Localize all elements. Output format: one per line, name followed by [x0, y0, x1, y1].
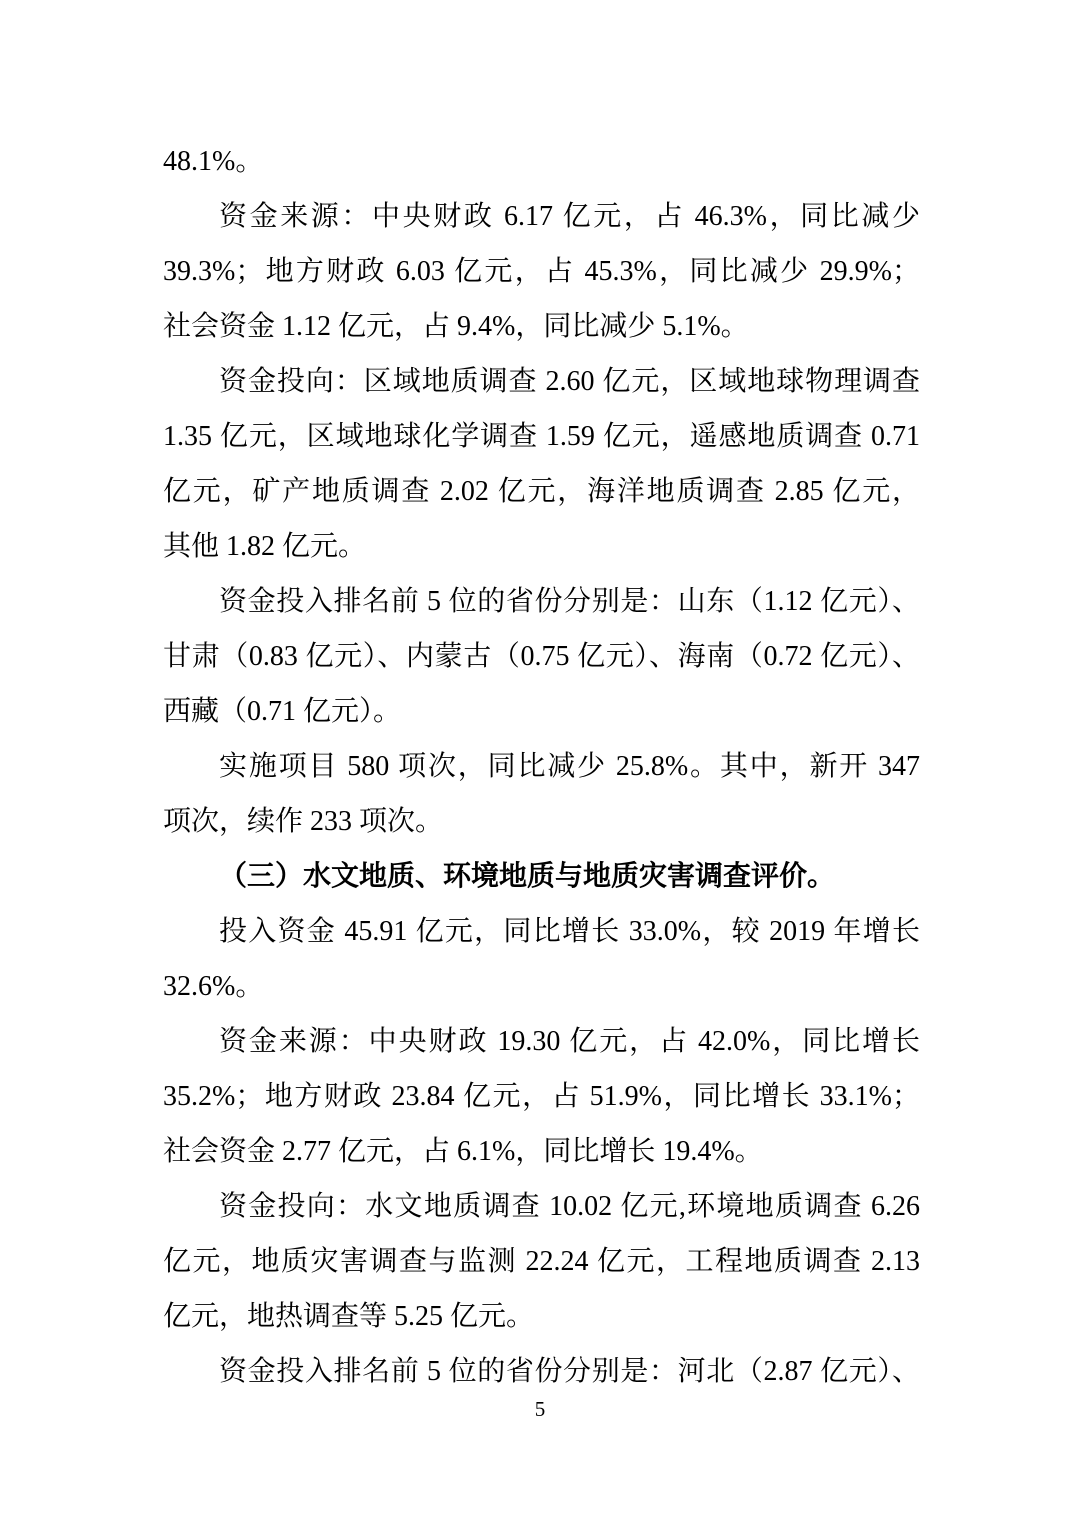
- text-line: 亿元，地质灾害调查与监测 22.24 亿元，工程地质调查 2.13: [163, 1246, 920, 1277]
- text-line: 资金投向：水文地质调查 10.02 亿元,环境地质调查 6.26: [219, 1191, 920, 1222]
- text-line: 其他 1.82 亿元。: [163, 531, 367, 562]
- paragraph-top-provinces-mineral: [163, 574, 920, 739]
- text-line: 资金来源：中央财政 19.30 亿元，占 42.0%，同比增长: [219, 1026, 920, 1057]
- text-line: 资金投入排名前 5 位的省份分别是：山东（1.12 亿元）、: [219, 586, 920, 617]
- text-line: 投入资金 45.91 亿元，同比增长 33.0%，较 2019 年增长: [219, 916, 920, 947]
- text-line: 39.3%；地方财政 6.03 亿元，占 45.3%，同比减少 29.9%；: [163, 256, 920, 287]
- text-line: 甘肃（0.83 亿元）、内蒙古（0.75 亿元）、海南（0.72 亿元）、: [163, 641, 920, 672]
- paragraph-projects-count: [163, 739, 920, 849]
- text-line: 32.6%。: [163, 971, 264, 1002]
- paragraph-continuation-growth: [163, 134, 920, 189]
- text-line: （三）水文地质、环境地质与地质灾害调查评价。: [219, 861, 836, 892]
- page-number: 5: [534, 1397, 546, 1421]
- text-line: 亿元，矿产地质调查 2.02 亿元，海洋地质调查 2.85 亿元，: [163, 476, 920, 507]
- text-line: 西藏（0.71 亿元）。: [163, 696, 402, 727]
- text-line: 48.1%。: [163, 146, 264, 177]
- paragraph-investment-hydro: [163, 904, 920, 1014]
- text-line: 资金投入排名前 5 位的省份分别是：河北（2.87 亿元）、: [219, 1356, 920, 1387]
- text-line: 社会资金 2.77 亿元，占 6.1%，同比增长 19.4%。: [163, 1136, 763, 1167]
- text-line: 亿元，地热调查等 5.25 亿元。: [163, 1301, 535, 1332]
- text-line: 1.35 亿元，区域地球化学调查 1.59 亿元，遥感地质调查 0.71: [163, 421, 920, 452]
- document-body: [163, 134, 920, 1399]
- text-line: 资金投向：区域地质调查 2.60 亿元，区域地球物理调查: [219, 366, 920, 397]
- paragraph-funding-sources-hydro: [163, 1014, 920, 1179]
- text-line: 项次，续作 233 项次。: [163, 806, 444, 837]
- paragraph-funding-sources-mineral: [163, 189, 920, 354]
- text-line: 35.2%；地方财政 23.84 亿元，占 51.9%，同比增长 33.1%；: [163, 1081, 920, 1112]
- paragraph-top-provinces-hydro: [163, 1344, 920, 1399]
- text-line: 社会资金 1.12 亿元，占 9.4%，同比减少 5.1%。: [163, 311, 749, 342]
- paragraph-funding-direction-hydro: [163, 1179, 920, 1344]
- text-line: 资金来源：中央财政 6.17 亿元，占 46.3%，同比减少: [219, 201, 920, 232]
- section-heading-hydrogeology: [163, 849, 920, 904]
- text-line: 实施项目 580 项次，同比减少 25.8%。其中，新开 347: [219, 751, 920, 782]
- paragraph-funding-direction-mineral: [163, 354, 920, 574]
